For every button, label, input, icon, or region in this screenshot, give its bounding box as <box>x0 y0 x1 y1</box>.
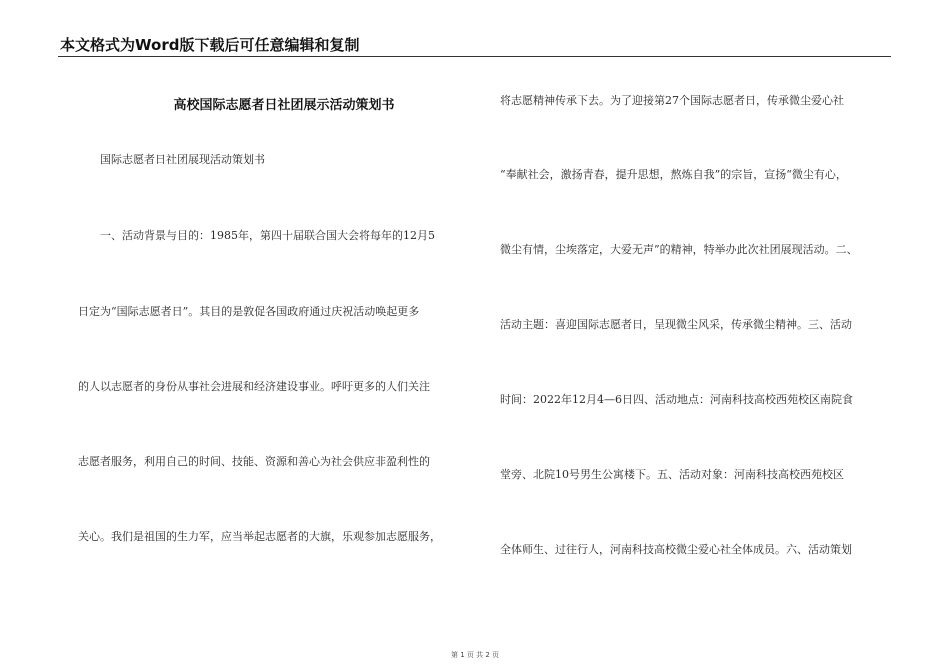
left-line: 日定为“国际志愿者日”。其目的是敦促各国政府通过庆祝活动唤起更多 <box>78 305 420 318</box>
left-line: 志愿者服务，利用自己的时间、技能、资源和善心为社会供应非盈利性的 <box>78 455 430 468</box>
left-line: 的人以志愿者的身份从事社会进展和经济建设事业。呼吁更多的人们关注 <box>78 380 430 393</box>
left-line: 国际志愿者日社团展现活动策划书 <box>100 153 265 166</box>
right-line: 活动主题：喜迎国际志愿者日，呈现微尘风采，传承微尘精神。三、活动 <box>500 318 852 331</box>
right-line: 将志愿精神传承下去。为了迎接第27个国际志愿者日，传承微尘爱心社 <box>500 94 844 107</box>
right-line: 时间：2022年12月4—6日四、活动地点：河南科技高校西苑校区南院食 <box>500 393 853 406</box>
right-line: 堂旁、北院10号男生公寓楼下。五、活动对象：河南科技高校西苑校区 <box>500 468 844 481</box>
left-line: 一、活动背景与目的：1985年，第四十届联合国大会将每年的12月5 <box>100 229 435 242</box>
right-line: 微尘有情，尘埃落定，大爱无声”的精神，特举办此次社团展现活动。二、 <box>500 243 858 256</box>
left-line: 关心。我们是祖国的生力军，应当举起志愿者的大旗，乐观参加志愿服务， <box>78 530 441 543</box>
document-title: 高校国际志愿者日社团展示活动策划书 <box>173 98 395 113</box>
right-line: “奉献社会，激扬青春，提升思想，熬炼自我”的宗旨，宣扬“微尘有心， <box>500 168 847 181</box>
page-footer: 第 1 页 共 2 页 <box>450 651 500 659</box>
download-banner: 本文格式为Word版下载后可任意编辑和复制 <box>60 36 360 54</box>
banner-rule <box>58 56 891 57</box>
right-line: 全体师生、过往行人，河南科技高校微尘爱心社全体成员。六、活动策划 <box>500 543 852 556</box>
